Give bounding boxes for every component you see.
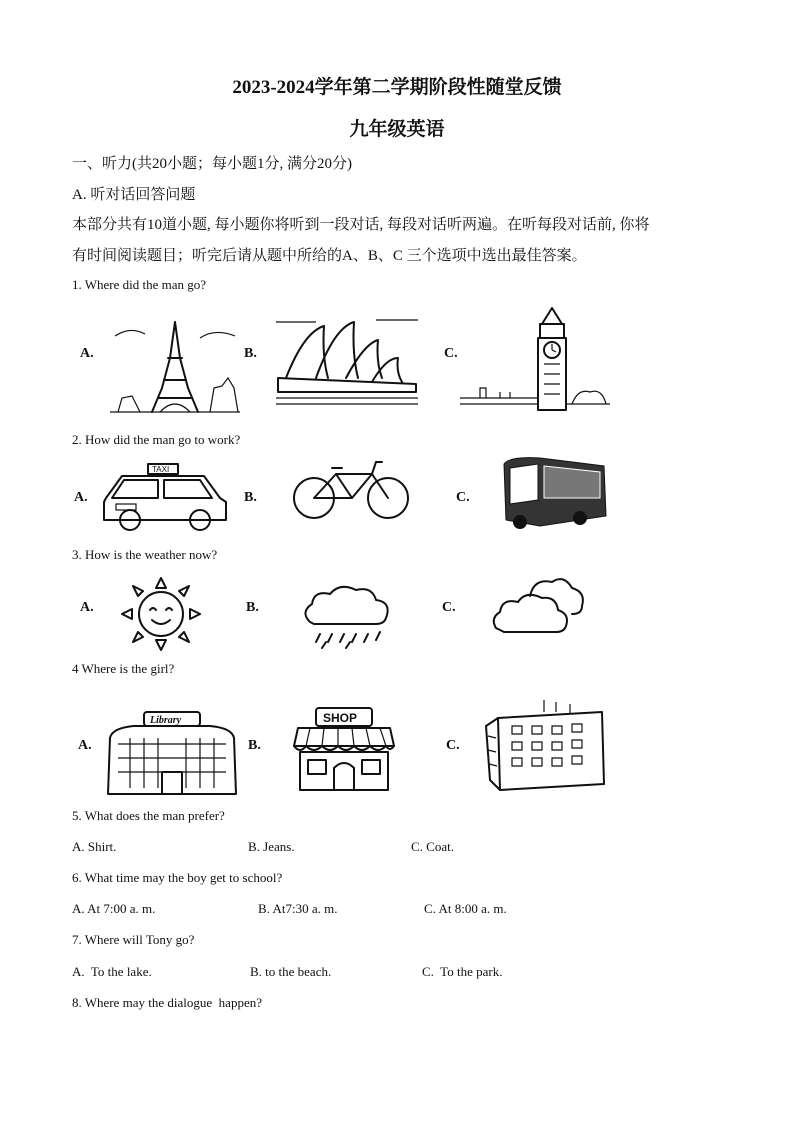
option-label-b: B.: [246, 600, 259, 615]
sun-icon: [116, 574, 206, 654]
bus-icon: [500, 456, 610, 530]
option-label-a: A.: [74, 490, 88, 505]
option-label-b: B.: [244, 346, 257, 361]
option-b: B. to the beach.: [250, 964, 332, 979]
option-c: C. To the park.: [422, 964, 503, 979]
question-2: 2. How did the man go to work?: [72, 432, 241, 447]
taxi-icon: [100, 462, 230, 532]
option-a: A. Shirt.: [72, 839, 117, 854]
taxi-sign: TAXI: [152, 465, 170, 474]
page-subtitle: 九年级英语: [349, 119, 445, 140]
option-c: C. Coat.: [411, 839, 454, 854]
option-label-a: A.: [80, 346, 94, 361]
option-b: B. At7:30 a. m.: [258, 901, 338, 916]
instruction-line-2: 有时间阅读题目；听完后请从题中所给的A、B、C 三个选项中选出最佳答案。: [72, 248, 587, 264]
question-6: 6. What time may the boy get to school?: [72, 870, 283, 885]
cloud-icon: [490, 574, 586, 638]
option-label-b: B.: [248, 738, 261, 753]
option-label-c: C.: [446, 738, 460, 753]
part-a-heading: A. 听对话回答问题: [72, 187, 196, 203]
library-icon: [104, 708, 240, 796]
sydney-opera-house-icon: [276, 318, 418, 410]
page-title: 2023-2024学年第二学期阶段性随堂反馈: [232, 77, 562, 98]
library-sign: Library: [150, 715, 182, 726]
instruction-line-1: 本部分共有10道小题, 每小题你将听到一段对话, 每段对话听两遍。在听每段对话前, 你将: [72, 217, 650, 233]
question-1: 1. Where did the man go?: [72, 277, 207, 292]
question-4: 4 Where is the girl?: [72, 661, 175, 676]
shop-icon: [292, 706, 396, 792]
option-label-b: B.: [244, 490, 257, 505]
shop-sign: SHOP: [323, 711, 358, 725]
question-3: 3. How is the weather now?: [72, 547, 218, 562]
hospital-building-icon: [484, 696, 608, 792]
option-label-c: C.: [456, 490, 470, 505]
option-c: C. At 8:00 a. m.: [424, 901, 507, 916]
rain-cloud-icon: [300, 582, 392, 648]
option-label-a: A.: [80, 600, 94, 615]
question-5: 5. What does the man prefer?: [72, 808, 225, 823]
option-label-c: C.: [444, 346, 458, 361]
question-7: 7. Where will Tony go?: [72, 932, 195, 947]
option-a: A. To the lake.: [72, 964, 152, 979]
eiffel-tower-icon: [110, 318, 240, 414]
section-heading: 一、听力(共20小题；每小题1分, 满分20分): [72, 156, 352, 172]
option-label-c: C.: [442, 600, 456, 615]
option-b: B. Jeans.: [248, 839, 295, 854]
option-label-a: A.: [78, 738, 92, 753]
question-8: 8. Where may the dialogue happen?: [72, 995, 262, 1010]
bicycle-icon: [292, 458, 410, 520]
option-a: A. At 7:00 a. m.: [72, 901, 156, 916]
big-ben-icon: [460, 308, 610, 410]
